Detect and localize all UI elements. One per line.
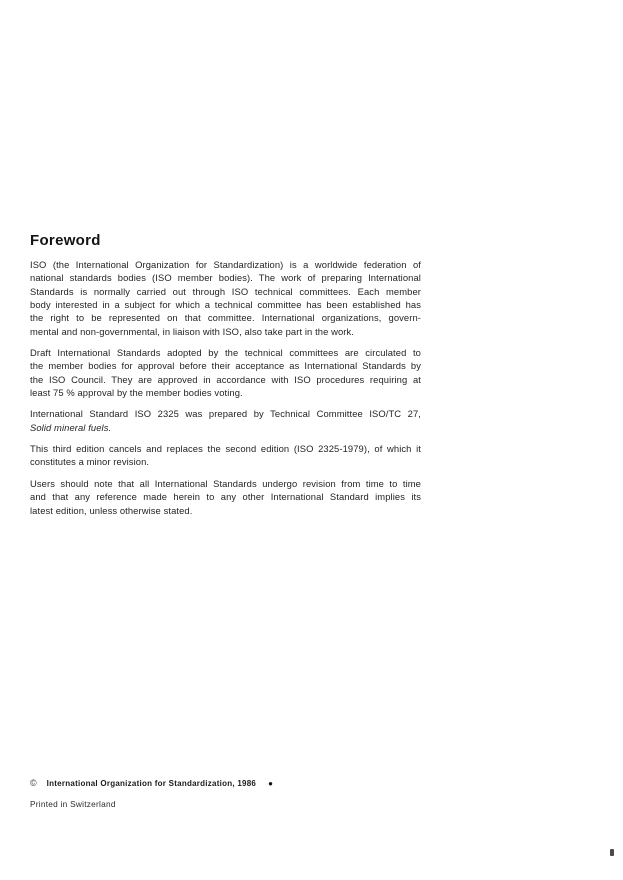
paragraph bbox=[30, 258, 421, 338]
paragraph bbox=[30, 477, 421, 517]
paragraph-line: This third edition cancels and replaces the second edition (ISO 2325-1979), of which it bbox=[30, 443, 421, 455]
printed-note: Printed in Switzerland bbox=[30, 799, 116, 809]
paragraph-line: Draft International Standards adopted by the technical committees are circulated to bbox=[30, 347, 421, 359]
paragraph-line: ISO (the International Organization for Standardization) is a worldwide federation of bbox=[30, 259, 421, 270]
paragraph bbox=[30, 442, 421, 469]
paragraph-line: Users should note that all International Standards undergo revision from time to time bbox=[30, 477, 421, 489]
paragraph-line: Standards is normally carried out through ISO technical committees. Each member bbox=[30, 285, 421, 297]
scan-artifact bbox=[610, 849, 614, 856]
paragraph bbox=[30, 346, 421, 399]
foreword-body bbox=[30, 258, 421, 517]
paragraph-line: International Standard ISO 2325 was prepared by Technical Committee ISO/TC 27, bbox=[30, 408, 421, 420]
foreword-section bbox=[30, 232, 421, 525]
paragraph-line: mental and non-governmental, in liaison with ISO, also take part in the work. bbox=[30, 325, 355, 337]
paragraph-line: Solid mineral fuels. bbox=[30, 421, 112, 433]
paragraph-line: body interested in a subject for which a technical committee has been established has bbox=[30, 299, 421, 311]
paragraph-line: least 75 % approval by the member bodies voting. bbox=[30, 387, 243, 399]
page-title: Foreword bbox=[30, 232, 101, 249]
paragraph bbox=[30, 407, 421, 434]
paragraph-line: latest edition, unless otherwise stated. bbox=[30, 504, 193, 516]
paragraph-line: national standards bodies (ISO member bodies). The work of preparing International bbox=[30, 272, 421, 284]
paragraph-line: the right to be represented on that committee. International organizations, govern- bbox=[30, 312, 421, 324]
copyright-text: International Organization for Standardization, 1986 bbox=[46, 778, 257, 788]
paragraph-line: and that any reference made herein to any other International Standard implies its bbox=[30, 491, 421, 503]
copyright-icon: © bbox=[30, 778, 37, 788]
copyright-line bbox=[30, 778, 273, 788]
paragraph-line: the ISO Council. They are approved in accordance with ISO procedures requiring at bbox=[30, 373, 421, 385]
bullet-icon: ● bbox=[268, 778, 273, 788]
paragraph-line: the member bodies for approval before their acceptance as International Standards by bbox=[30, 360, 421, 372]
paragraph-line: constitutes a minor revision. bbox=[30, 456, 150, 468]
